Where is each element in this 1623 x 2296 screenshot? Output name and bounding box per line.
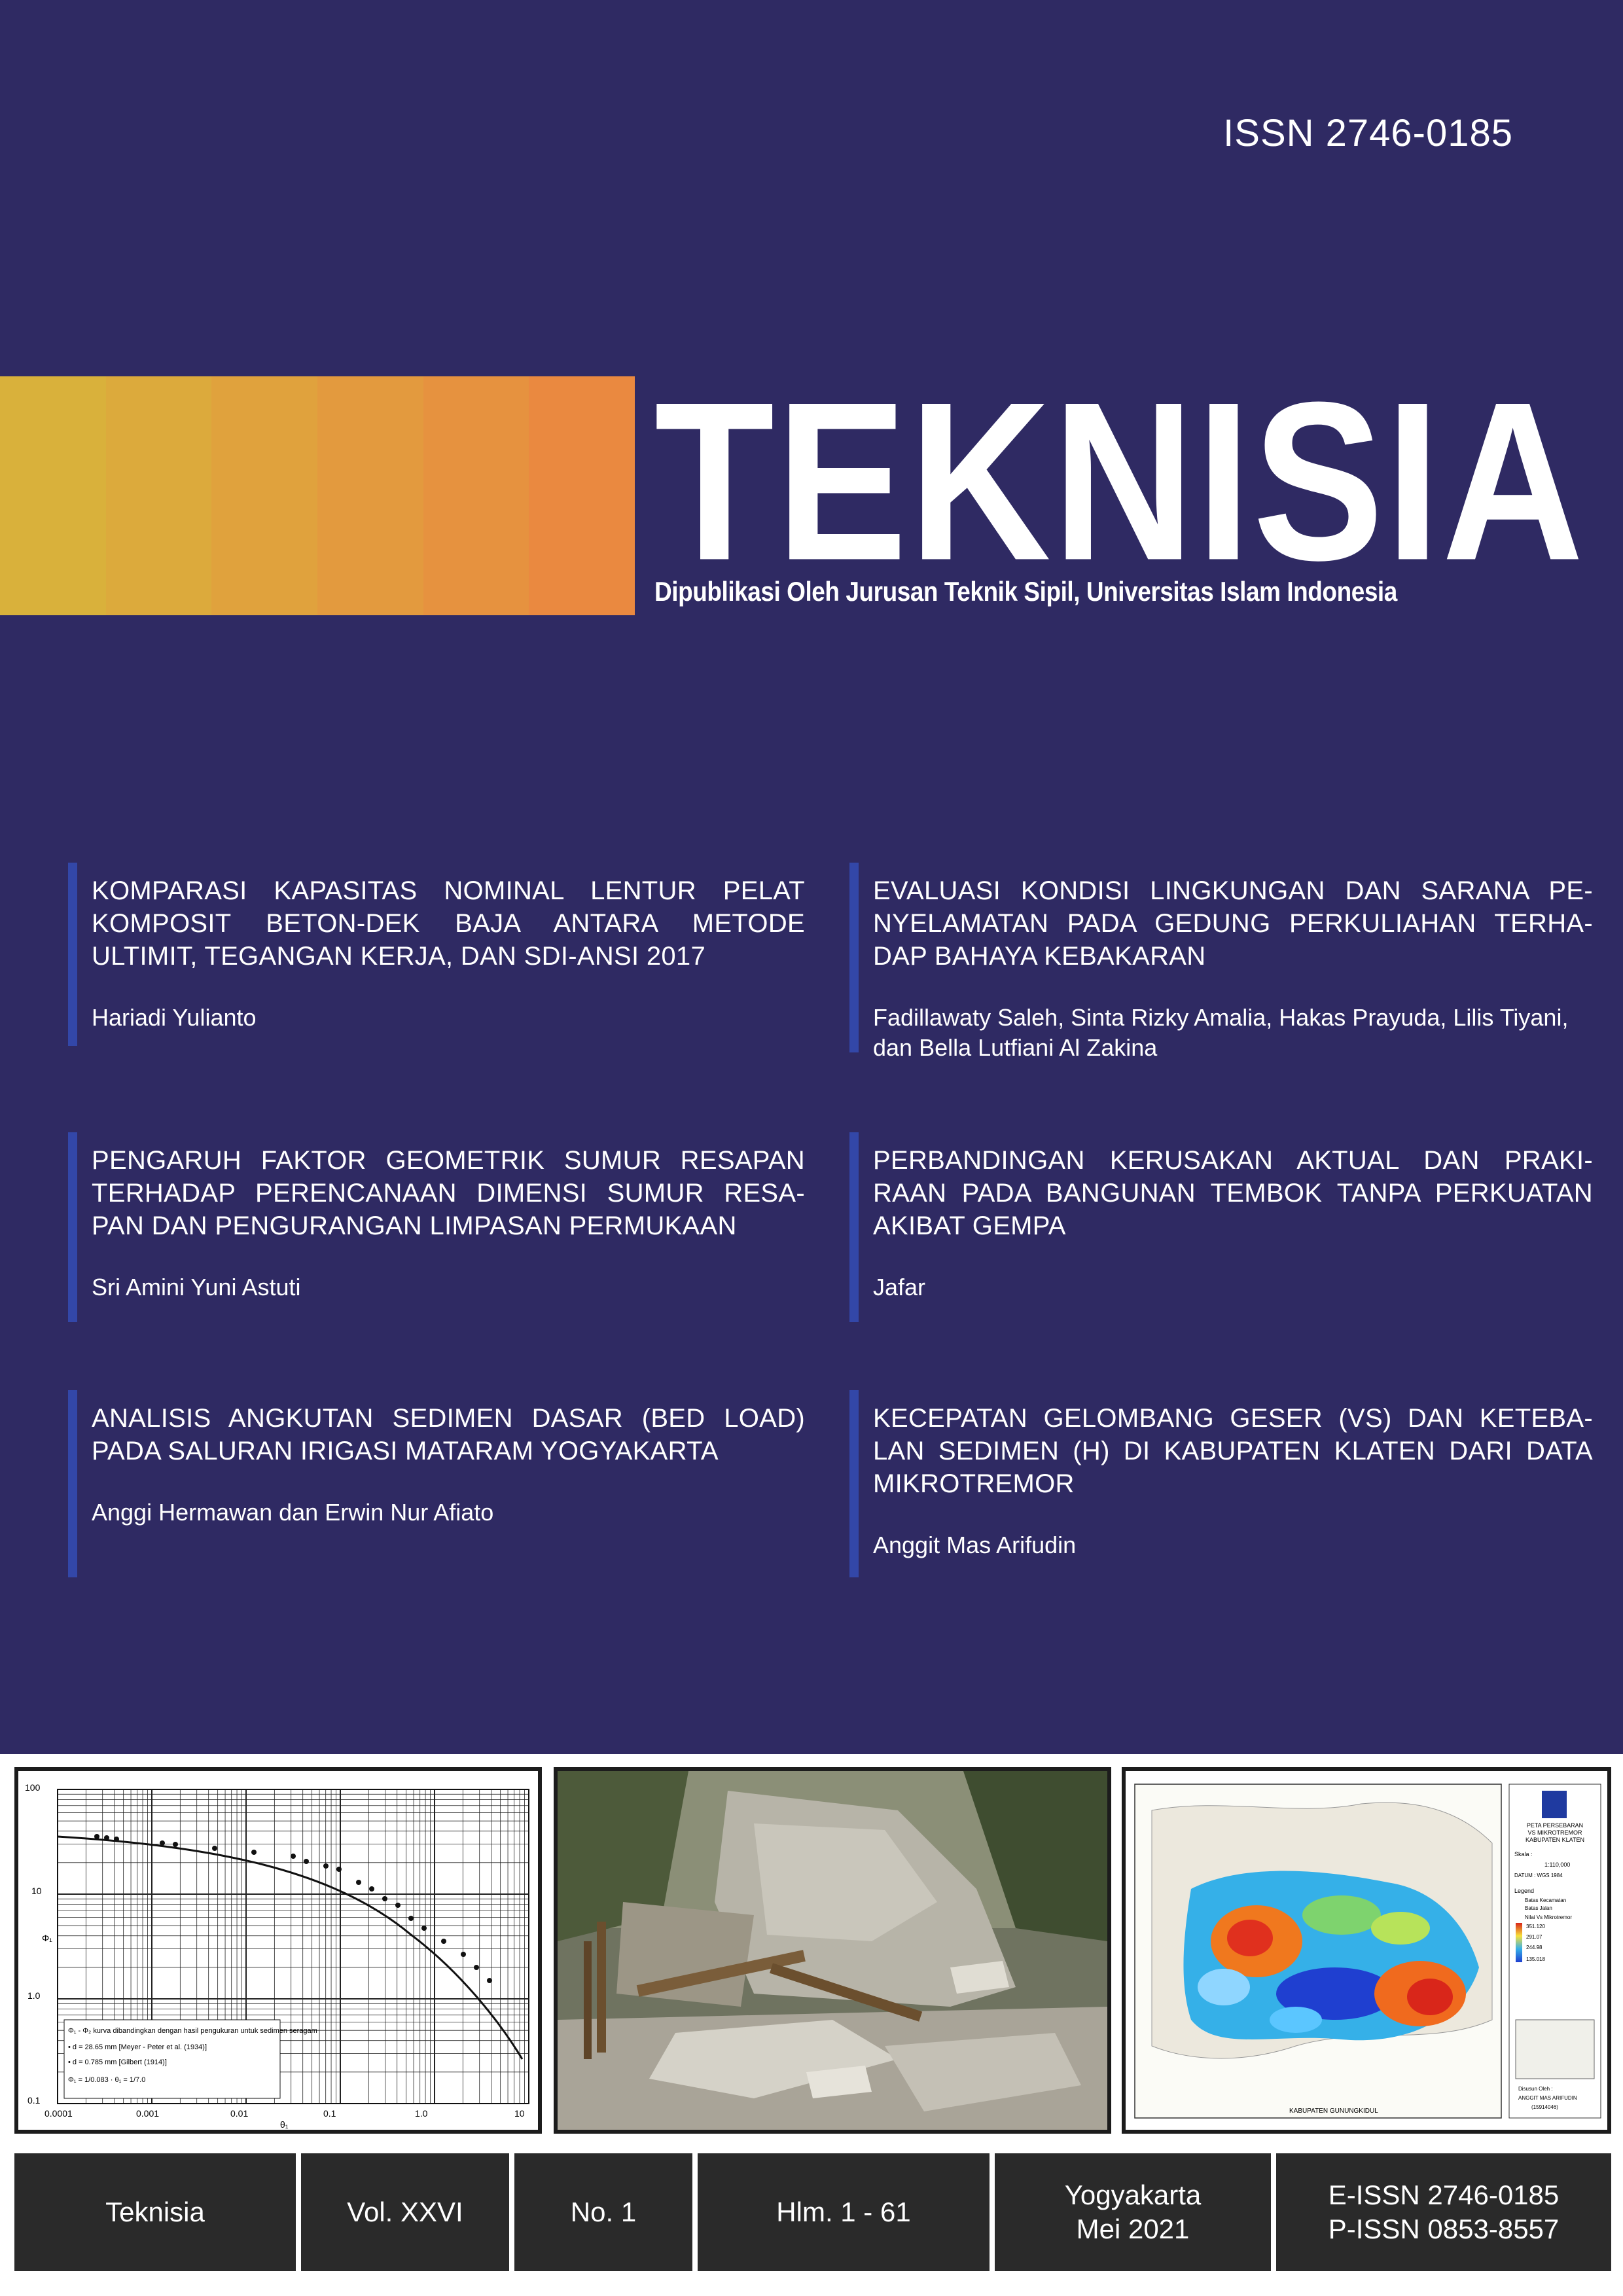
- map-title-line: KABUPATEN KLATEN: [1525, 1837, 1585, 1843]
- map-legend-item: Batas Kecamatan: [1525, 1897, 1567, 1903]
- map-scale-label: Skala :: [1514, 1851, 1533, 1857]
- publisher-line: Dipublikasi Oleh Jurusan Teknik Sipil, Universitas Islam Indonesia: [654, 576, 1397, 607]
- y-tick: 10: [31, 1886, 42, 1896]
- chart-legend-line: Φ₁ = 1/0.083 · θ₁ = 1/7.0: [68, 2076, 146, 2084]
- title-letter: N: [1052, 354, 1195, 607]
- article-title[interactable]: KOMPARASI KAPASITAS NOMINAL LENTUR PELAT KOMPOSIT BETON-DEK BAJA ANTARA METODE ULTIMIT, TEGANGAN KERJA, DAN SDI-ANSI 2017: [92, 876, 805, 971]
- article-title[interactable]: PENGARUH FAKTOR GEOMETRIK SUMUR RESAPAN TERHADAP PERENCANAAN DIMENSI SUMUR RESA-PAN DAN PENGURANGAN LIMPASAN PERMUKAAN: [92, 1146, 805, 1240]
- y-tick: 0.1: [27, 2095, 41, 2106]
- article-authors: Sri Amini Yuni Astuti: [92, 1274, 301, 1300]
- footer-date: Mei 2021: [1076, 2214, 1190, 2244]
- chart-data-point: [212, 1846, 217, 1851]
- chart-data-point: [474, 1965, 479, 1970]
- title-letter: I: [1385, 354, 1440, 607]
- map-legend-value: 351.120: [1526, 1924, 1545, 1929]
- y-tick: 100: [25, 1782, 41, 1793]
- article-3[interactable]: [68, 1132, 805, 1322]
- footer-pages: [698, 2153, 990, 2271]
- chart-data-point: [323, 1863, 329, 1869]
- map-scale-value: 1:110,000: [1544, 1861, 1571, 1868]
- footer-issn: [1276, 2153, 1611, 2271]
- chart-data-point: [356, 1880, 361, 1885]
- title-letter: S: [1253, 354, 1384, 607]
- article-authors: Hariadi Yulianto: [92, 1004, 257, 1031]
- gradient-segment-1: [0, 376, 106, 615]
- article-authors: Jafar: [873, 1274, 926, 1300]
- article-title[interactable]: ANALISIS ANGKUTAN SEDIMEN DASAR (BED LOAD) PADA SALURAN IRIGASI MATARAM YOGYAKARTA: [92, 1404, 805, 1465]
- journal-title: [654, 354, 1584, 607]
- vs-map-svg: [1126, 1771, 1607, 2130]
- map-author-line: Disusun Oleh :: [1518, 2086, 1553, 2092]
- footer-number: [514, 2153, 692, 2271]
- x-tick: 0.01: [230, 2108, 249, 2119]
- map-legend-value: 291.07: [1526, 1934, 1543, 1940]
- article-title[interactable]: KECEPATAN GELOMBANG GESER (VS) DAN KETEBA-LAN SEDIMEN (H) DI KABUPATEN KLATEN DARI DATA MIKROTREMOR: [873, 1404, 1593, 1498]
- chart-data-point: [291, 1854, 296, 1859]
- footer-location: Yogyakarta: [1064, 2179, 1202, 2210]
- gradient-segment-4: [317, 376, 423, 615]
- map-legend-value: 135.018: [1526, 1956, 1545, 1962]
- article-authors: Fadillawaty Saleh, Sinta Rizky Amalia, Hakas Prayuda, Lilis Tiyani, dan Bella Lutfiani Al Zakina: [873, 1004, 1569, 1061]
- chart-data-point: [160, 1840, 165, 1846]
- gradient-segment-6: [529, 376, 635, 615]
- map-author-line: ANGGIT MAS ARIFUDIN: [1518, 2095, 1577, 2101]
- figure-sediment-chart: [14, 1767, 542, 2134]
- chart-data-point: [408, 1916, 414, 1921]
- title-letter: A: [1442, 354, 1584, 607]
- footer-bar: [14, 2153, 1611, 2271]
- chart-data-point: [461, 1952, 466, 1957]
- chart-legend-line: Φ₁ - Φ₂ kurva dibandingkan dengan hasil pengukuran untuk sedimen seragam: [68, 2027, 317, 2035]
- article-authors: Anggi Hermawan dan Erwin Nur Afiato: [92, 1499, 494, 1526]
- chart-data-point: [251, 1850, 257, 1855]
- map-datum: DATUM : WGS 1984: [1514, 1873, 1563, 1878]
- chart-data-point: [304, 1859, 309, 1864]
- footer-journal: [14, 2153, 296, 2271]
- footer-pages-text: Hlm. 1 - 61: [776, 2197, 911, 2227]
- y-axis-label: Φ₁: [42, 1933, 52, 1943]
- x-axis-label: θ₁: [280, 2119, 289, 2130]
- footer-place-date: [995, 2153, 1271, 2271]
- chart-data-point: [421, 1926, 427, 1931]
- article-authors: Anggit Mas Arifudin: [873, 1532, 1077, 1558]
- article-4[interactable]: [849, 1132, 1593, 1322]
- figure-collapsed-wall-photo: [554, 1767, 1111, 2134]
- chart-data-point: [382, 1896, 387, 1901]
- footer-journal-text: Teknisia: [105, 2197, 205, 2227]
- map-legend-value: 244.98: [1526, 1945, 1543, 1950]
- x-tick: 1.0: [415, 2108, 428, 2119]
- gradient-segment-2: [106, 376, 212, 615]
- footer-volume: [301, 2153, 509, 2271]
- article-1[interactable]: [68, 863, 805, 1046]
- article-title[interactable]: EVALUASI KONDISI LINGKUNGAN DAN SARANA PE-NYELAMATAN PADA GEDUNG PERKULIAHAN TERHA-DAP BAHAYA KEBAKARAN: [873, 876, 1593, 971]
- gradient-segment-3: [211, 376, 317, 615]
- chart-data-point: [395, 1903, 401, 1908]
- title-letter: I: [1196, 354, 1251, 607]
- chart-data-point: [441, 1939, 446, 1944]
- collapsed-wall-illustration: [558, 1771, 1107, 2130]
- map-legend-item: Nilai Vs Mikrotremor: [1525, 1914, 1573, 1920]
- article-2[interactable]: [849, 863, 1593, 1061]
- title-letter: K: [909, 354, 1051, 607]
- chart-legend-line: • d = 28.65 mm [Meyer - Peter et al. (1934)]: [68, 2043, 207, 2051]
- gradient-segment-5: [423, 376, 529, 615]
- map-legend-item: Batas Jalan: [1525, 1905, 1552, 1911]
- issn-label: ISSN 2746-0185: [1223, 112, 1513, 154]
- footer-eissn: E-ISSN 2746-0185: [1328, 2179, 1560, 2210]
- article-6[interactable]: [849, 1390, 1593, 1577]
- sediment-chart-svg: [18, 1771, 538, 2130]
- chart-legend-line: • d = 0.785 mm [Gilbert (1914)]: [68, 2058, 167, 2066]
- figure-vs-map: [1122, 1767, 1611, 2134]
- gradient-bar: [0, 376, 635, 615]
- x-tick: 0.1: [323, 2108, 336, 2119]
- article-title[interactable]: PERBANDINGAN KERUSAKAN AKTUAL DAN PRAKI-RAAN PADA BANGUNAN TEMBOK TANPA PERKUATAN AKIBAT GEMPA: [873, 1146, 1593, 1240]
- x-tick: 0.0001: [45, 2108, 73, 2119]
- title-letter: T: [654, 354, 775, 607]
- x-tick: 0.001: [136, 2108, 160, 2119]
- chart-data-point: [336, 1867, 342, 1872]
- footer-volume-text: Vol. XXVI: [347, 2197, 463, 2227]
- map-title-line: PETA PERSEBARAN: [1526, 1822, 1584, 1829]
- article-5[interactable]: [68, 1390, 805, 1577]
- title-letter: E: [776, 354, 908, 607]
- chart-data-point: [173, 1842, 178, 1847]
- footer-number-text: No. 1: [570, 2197, 637, 2227]
- chart-data-point: [369, 1886, 374, 1892]
- map-district-label: KABUPATEN GUNUNGKIDUL: [1289, 2108, 1378, 2115]
- chart-data-point: [487, 1978, 492, 1983]
- map-legend-title: Legend: [1514, 1888, 1535, 1894]
- x-tick: 10: [514, 2108, 525, 2119]
- footer-pissn: P-ISSN 0853-8557: [1328, 2214, 1560, 2244]
- map-author-line: (15914046): [1531, 2104, 1558, 2110]
- map-title-line: VS MIKROTREMOR: [1527, 1829, 1582, 1836]
- y-tick: 1.0: [27, 1990, 41, 2001]
